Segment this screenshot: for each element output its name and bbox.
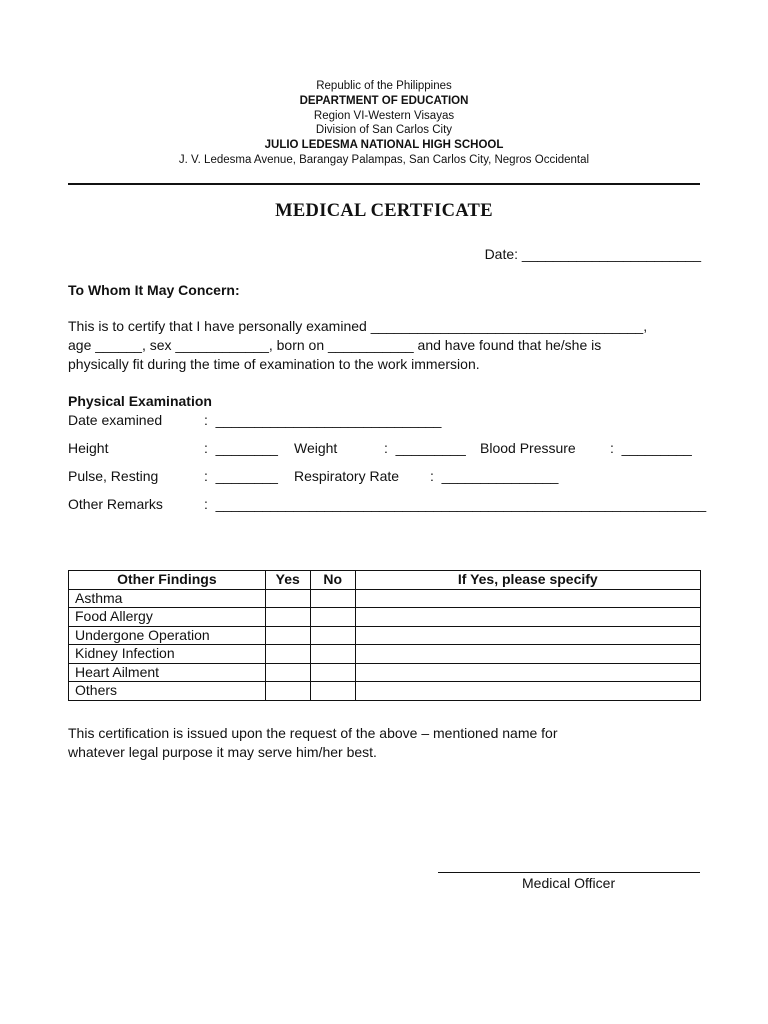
finding-others: Others: [69, 682, 266, 701]
header-department: DEPARTMENT OF EDUCATION: [299, 95, 469, 107]
signature-line: [438, 872, 700, 873]
pulse-label: Pulse, Resting: [68, 468, 159, 484]
no-cell: [310, 645, 355, 664]
no-cell: [310, 589, 355, 608]
weight-label: Weight: [294, 440, 338, 456]
respiratory-rate-label: Respiratory Rate: [294, 468, 400, 484]
specify-cell: [355, 663, 700, 682]
table-row: [69, 626, 701, 645]
height-label: Height: [68, 440, 109, 456]
blood-pressure-field: : _________: [610, 440, 692, 456]
col-header-no: No: [310, 571, 355, 590]
yes-cell: [265, 608, 310, 627]
header-republic: Republic of the Philippines: [316, 80, 452, 92]
table-row: [69, 589, 701, 608]
header-divider: [68, 183, 700, 185]
other-findings-table: [68, 570, 701, 701]
closing-line-1: This certification is issued upon the request of the above – mentioned name for: [68, 725, 558, 741]
finding-kidney-infection: Kidney Infection: [69, 645, 266, 664]
header-school: JULIO LEDESMA NATIONAL HIGH SCHOOL: [264, 139, 504, 151]
header-address: J. V. Ledesma Avenue, Barangay Palampas, San Carlos City, Negros Occidental: [178, 154, 590, 166]
no-cell: [310, 682, 355, 701]
height-field: : ________: [204, 440, 278, 456]
header-division: Division of San Carlos City: [315, 124, 453, 136]
specify-cell: [355, 626, 700, 645]
certify-line-2: age ______, sex ____________, born on ___________ and have found that he/she is: [68, 337, 602, 353]
finding-asthma: Asthma: [69, 589, 266, 608]
table-row: [69, 663, 701, 682]
col-header-specify: If Yes, please specify: [355, 571, 700, 590]
header-region: Region VI-Western Visayas: [313, 110, 455, 122]
finding-food-allergy: Food Allergy: [69, 608, 266, 627]
pulse-field: : ________: [204, 468, 278, 484]
finding-undergone-operation: Undergone Operation: [69, 626, 266, 645]
respiratory-rate-field: : _______________: [430, 468, 559, 484]
yes-cell: [265, 626, 310, 645]
no-cell: [310, 608, 355, 627]
col-header-yes: Yes: [265, 571, 310, 590]
date-line: Date: _______________________: [484, 246, 701, 262]
medical-officer-label: Medical Officer: [522, 875, 616, 891]
yes-cell: [265, 589, 310, 608]
specify-cell: [355, 608, 700, 627]
closing-line-2: whatever legal purpose it may serve him/her best.: [68, 744, 377, 760]
table-row: [69, 645, 701, 664]
other-remarks-label: Other Remarks: [68, 496, 163, 512]
document-title: MEDICAL CERTFICATE: [275, 201, 493, 221]
yes-cell: [265, 645, 310, 664]
certify-line-3: physically fit during the time of examination to the work immersion.: [68, 356, 480, 372]
yes-cell: [265, 682, 310, 701]
date-examined-label: Date examined: [68, 412, 163, 428]
table-row: [69, 608, 701, 627]
weight-field: : _________: [384, 440, 466, 456]
salutation: To Whom It May Concern:: [68, 282, 240, 298]
no-cell: [310, 626, 355, 645]
blood-pressure-label: Blood Pressure: [480, 440, 576, 456]
yes-cell: [265, 663, 310, 682]
certify-line-1: This is to certify that I have personally examined ___________________________________,: [68, 318, 648, 334]
physical-exam-heading: Physical Examination: [68, 393, 212, 409]
no-cell: [310, 663, 355, 682]
table-header-row: [69, 571, 701, 590]
specify-cell: [355, 589, 700, 608]
specify-cell: [355, 645, 700, 664]
specify-cell: [355, 682, 700, 701]
date-examined-field: : _____________________________: [204, 412, 442, 428]
finding-heart-ailment: Heart Ailment: [69, 663, 266, 682]
col-header-findings: Other Findings: [69, 571, 266, 590]
other-remarks-field: : _______________________________________________________________: [204, 496, 707, 512]
table-row: [69, 682, 701, 701]
